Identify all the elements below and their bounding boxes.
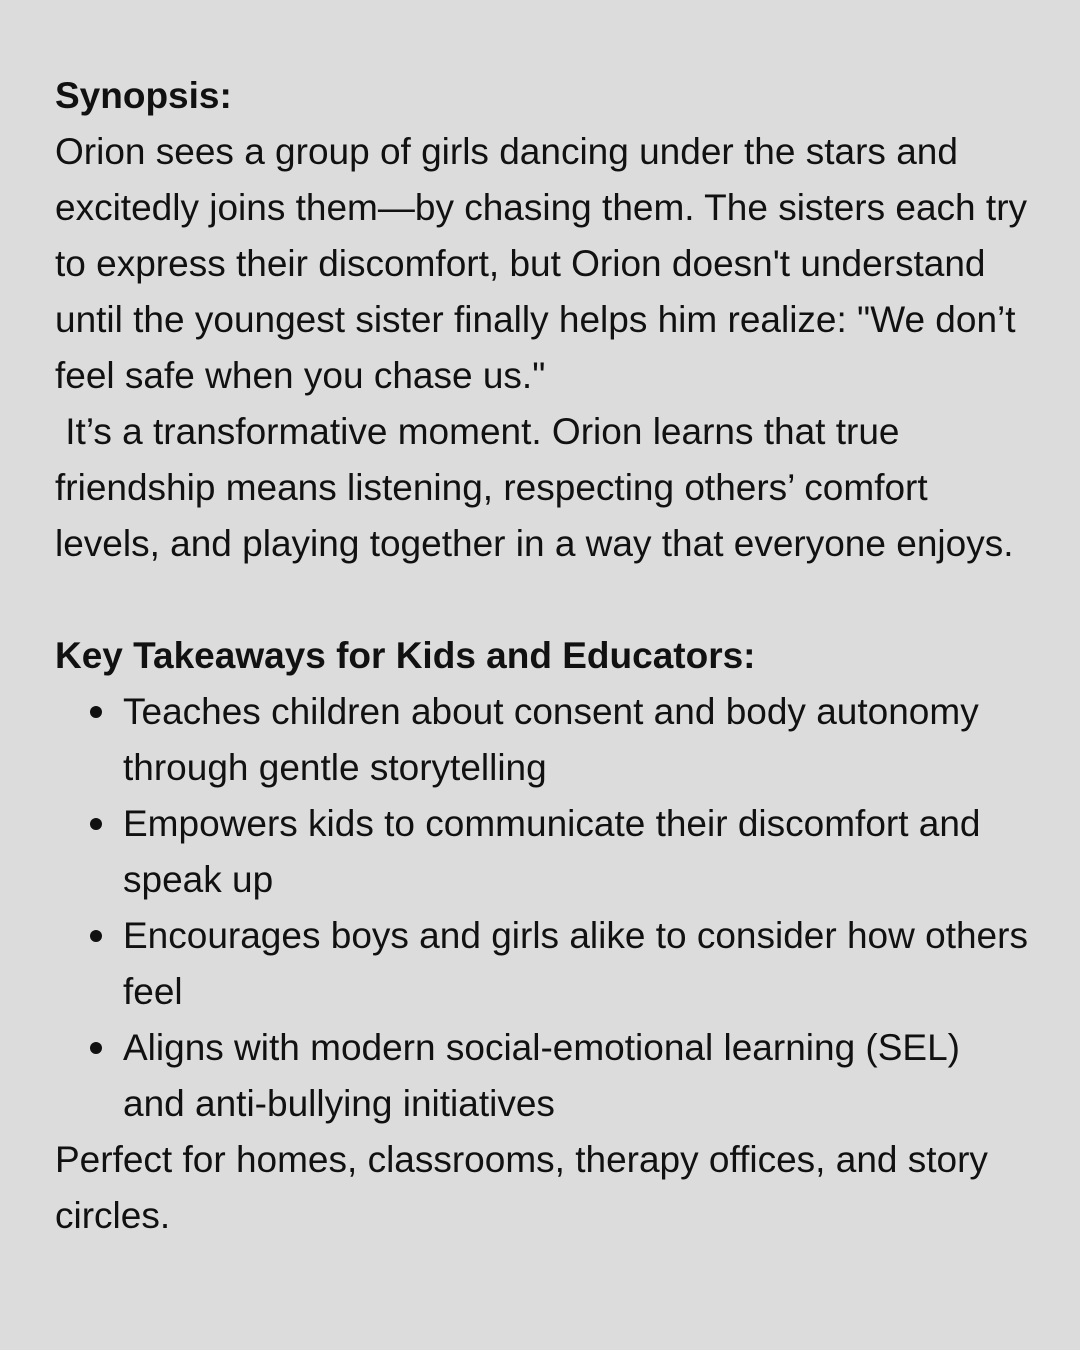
bullet-icon (90, 818, 102, 830)
takeaways-section (55, 628, 1030, 1244)
bullet-icon (90, 930, 102, 942)
synopsis-heading: Synopsis: (55, 75, 232, 116)
bullet-icon (90, 706, 102, 718)
list-item-text: Empowers kids to communicate their discomfort and speak up (123, 803, 981, 900)
takeaways-list (55, 684, 1030, 1132)
list-item-text: Aligns with modern social-emotional learning (SEL) and anti-bullying initiatives (123, 1027, 960, 1124)
section-spacer (55, 572, 1030, 628)
list-item (55, 1020, 1030, 1132)
list-item (55, 684, 1030, 796)
list-item-text: Teaches children about consent and body autonomy through gentle storytelling (123, 691, 979, 788)
synopsis-body-continued: It’s a transformative moment. Orion learns that true friendship means listening, respecting others’ comfort levels, and playing together in a way that everyone enjoys. (55, 411, 1014, 564)
list-item (55, 908, 1030, 1020)
list-item (55, 796, 1030, 908)
bullet-icon (90, 1042, 102, 1054)
synopsis-section (55, 68, 1030, 572)
list-item-text: Encourages boys and girls alike to consider how others feel (123, 915, 1028, 1012)
closing-text: Perfect for homes, classrooms, therapy offices, and story circles. (55, 1139, 988, 1236)
takeaways-heading: Key Takeaways for Kids and Educators: (55, 635, 756, 676)
synopsis-body: Orion sees a group of girls dancing under the stars and excitedly joins them—by chasing them. The sisters each try to express their discomfort, but Orion doesn't understand until the youngest sister finally helps him realize: "We don’t feel safe when you chase us." (55, 131, 1028, 396)
